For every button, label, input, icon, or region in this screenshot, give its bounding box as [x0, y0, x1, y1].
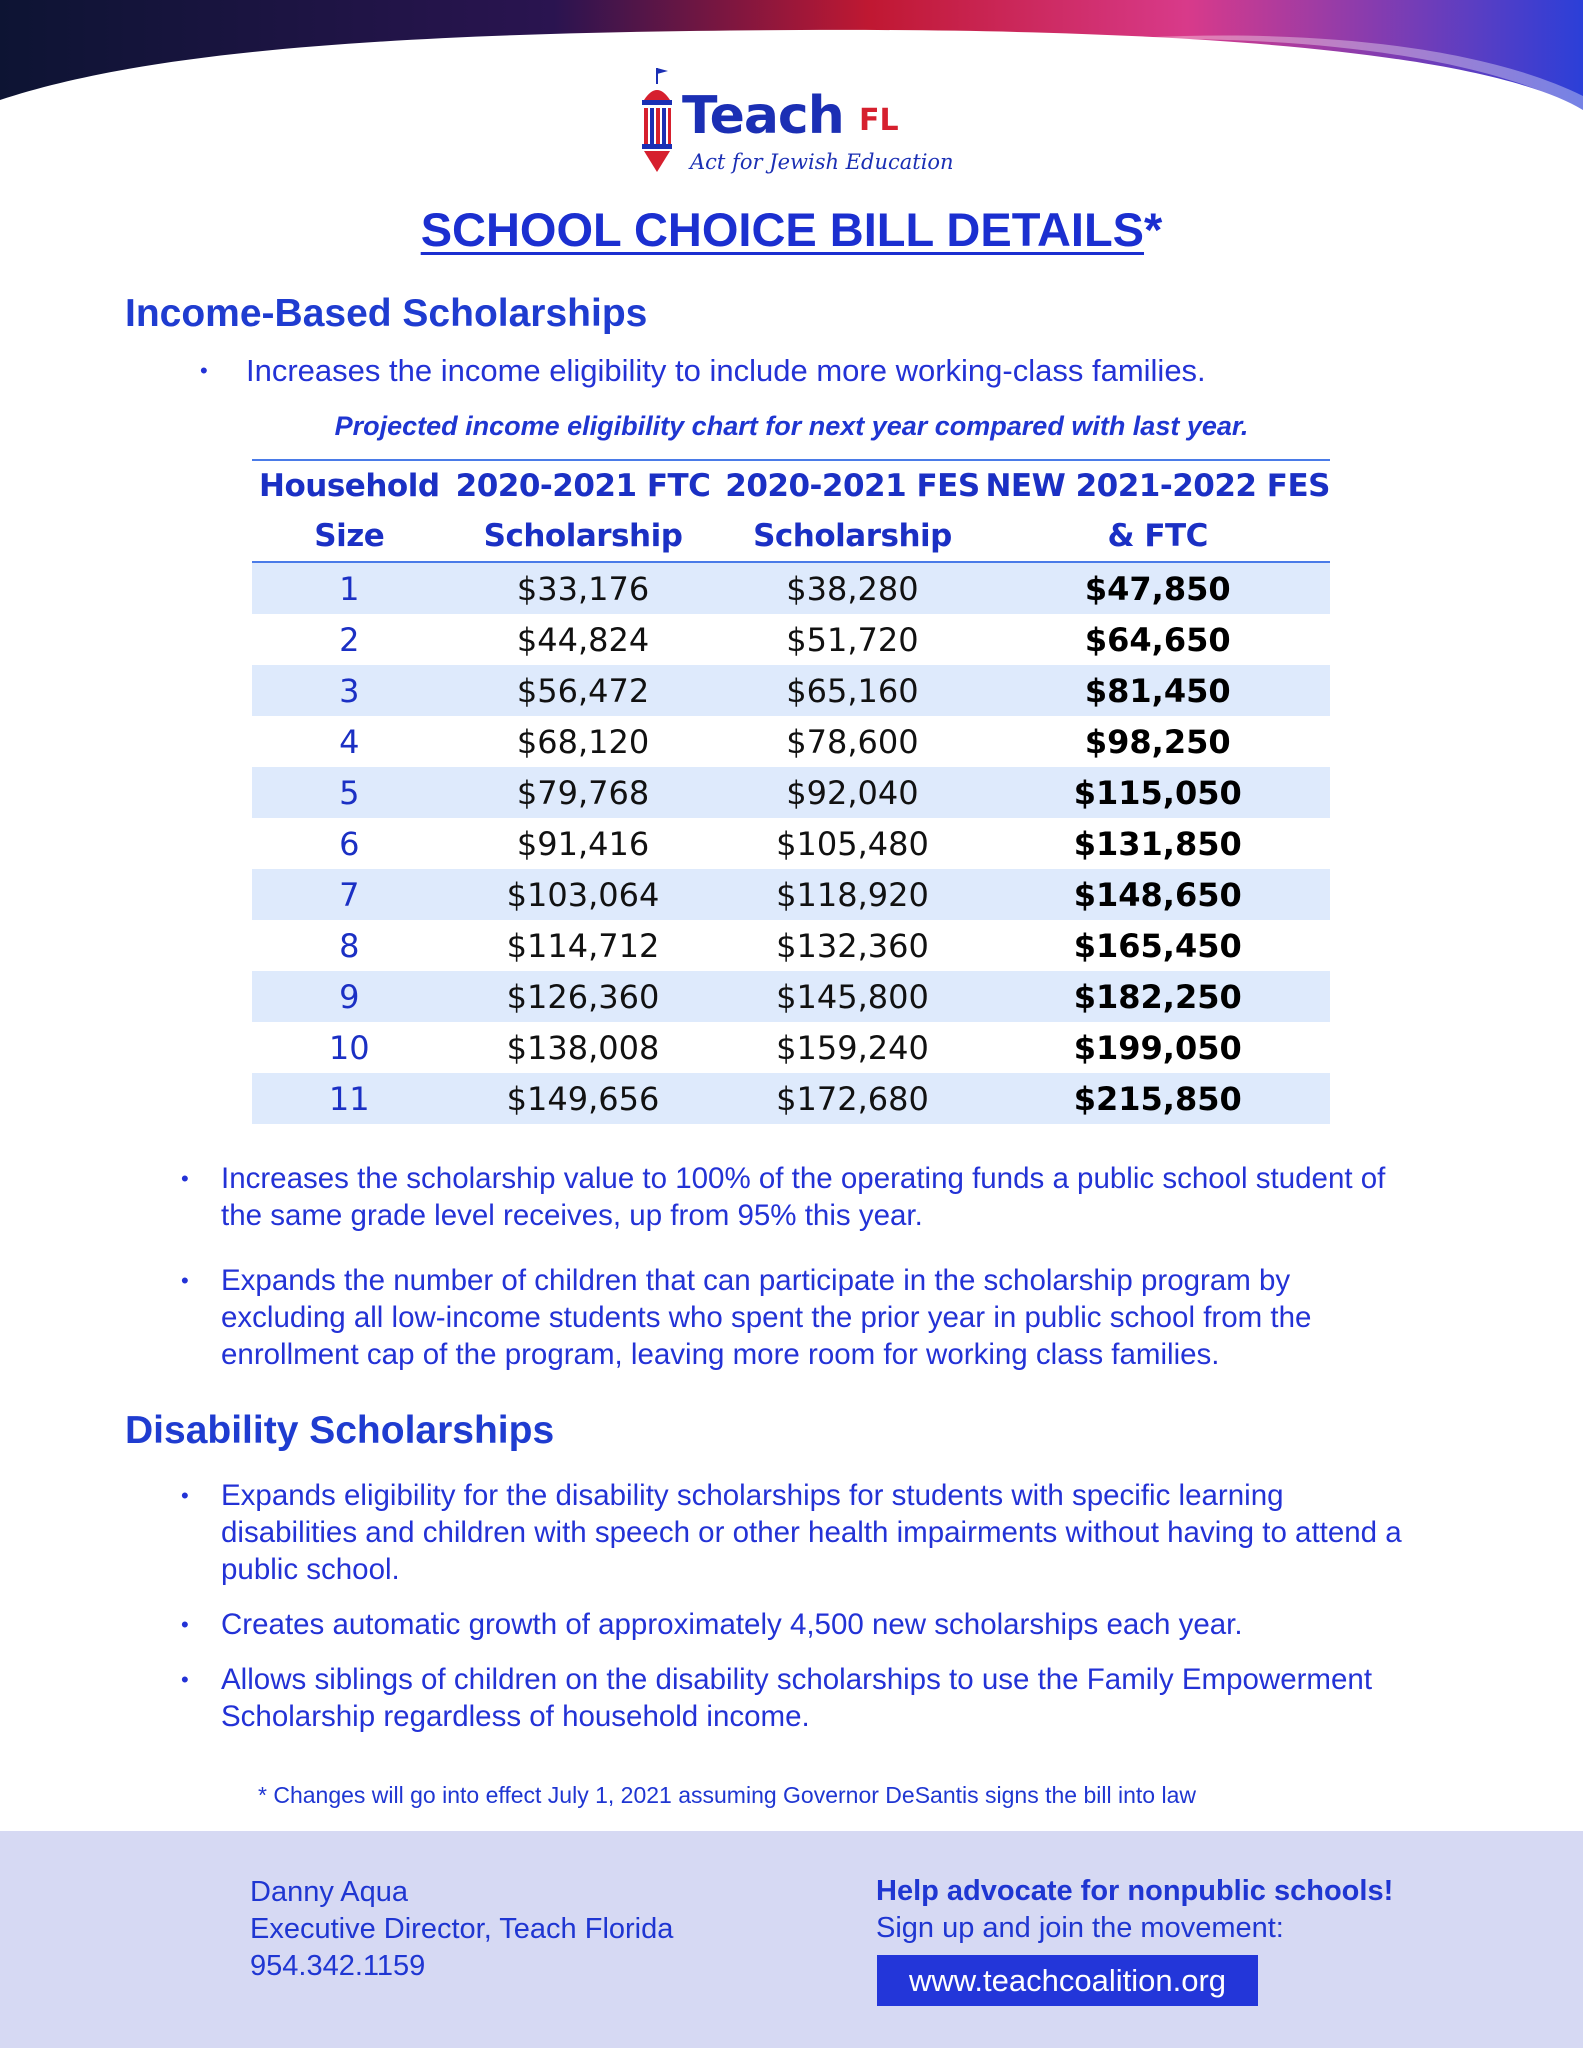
cell-ftc-2020: $56,472	[447, 665, 720, 716]
bullet-automatic-growth	[181, 1606, 1421, 1643]
disability-scholarships-heading: Disability Scholarships	[125, 1409, 555, 1452]
footer	[0, 1831, 1583, 2048]
table-row	[252, 920, 1330, 971]
cell-fes-2020: $118,920	[719, 869, 985, 920]
column-header-line: Scholarship	[483, 518, 683, 554]
bullet-text: Increases the income eligibility to include more working-class families.	[246, 353, 1206, 388]
bullet-dot: •	[181, 1483, 189, 1508]
cell-ftc-2020: $114,712	[506, 926, 660, 965]
cell-fes-2020: $172,680	[719, 1073, 985, 1124]
logo-wordmark-teach: Teach	[682, 86, 844, 146]
cell-fes-2020: $159,240	[776, 1028, 929, 1067]
bullet-scholarship-value	[181, 1160, 1421, 1234]
column-header-line: Scholarship	[753, 518, 952, 554]
cell-new-2021: $131,850	[1073, 824, 1242, 863]
table-row	[252, 614, 1330, 665]
cell-household-size: 11	[252, 1073, 447, 1124]
column-header-ftc-2020	[447, 460, 720, 562]
cell-fes-2020: $145,800	[719, 971, 985, 1022]
cell-ftc-2020: $44,824	[516, 620, 650, 659]
table-row	[252, 665, 1330, 716]
cell-fes-2020: $105,480	[776, 824, 929, 863]
table-header-row	[252, 460, 1330, 562]
column-header-line: 2020-2021 FTC	[455, 468, 711, 504]
cell-ftc-2020: $91,416	[516, 824, 650, 863]
cell-ftc-2020: $68,120	[516, 722, 650, 761]
bullet-dot: •	[181, 1667, 189, 1692]
cell-new-2021: $81,450	[985, 665, 1330, 716]
bullet-text: Allows siblings of children on the disability scholarships to use the Family Empowerment Scholarship regardless of household income.	[221, 1663, 1373, 1733]
cell-ftc-2020: $33,176	[447, 562, 720, 614]
bullet-dot: •	[181, 1612, 189, 1637]
bullet-text: Creates automatic growth of approximately 4,500 new scholarships each year.	[221, 1608, 1243, 1641]
cell-fes-2020: $38,280	[719, 562, 985, 614]
cell-ftc-2020: $149,656	[447, 1073, 720, 1124]
teach-fl-logo	[638, 66, 954, 176]
table-row	[252, 1073, 1330, 1124]
cell-new-2021: $98,250	[1084, 722, 1231, 761]
bullet-dot: •	[181, 1268, 189, 1293]
cell-new-2021: $215,850	[985, 1073, 1330, 1124]
bullet-text: Expands the number of children that can participate in the scholarship program by excluding all low-income students who spent the prior year in public school from the enrollment cap of the program, leaving more room for working class families.	[221, 1264, 1312, 1371]
contact-role: Executive Director, Teach Florida	[250, 1913, 674, 1945]
page-title-asterisk: *	[1144, 203, 1163, 256]
bullet-dot: •	[181, 1166, 189, 1191]
cell-household-size: 2	[339, 620, 360, 659]
cell-household-size: 9	[252, 971, 447, 1022]
cell-fes-2020: $65,160	[719, 665, 985, 716]
column-header-line: 2020-2021 FES	[725, 468, 980, 504]
cell-household-size: 5	[252, 767, 447, 818]
cell-new-2021: $199,050	[1073, 1028, 1242, 1067]
cell-household-size: 7	[252, 869, 447, 920]
contact-name: Danny Aqua	[250, 1876, 409, 1908]
income-scholarships-heading: Income-Based Scholarships	[125, 292, 648, 335]
bullet-income-eligibility	[200, 352, 1206, 389]
cell-fes-2020: $51,720	[786, 620, 919, 659]
column-header-line: & FTC	[1107, 518, 1208, 554]
cell-new-2021: $115,050	[985, 767, 1330, 818]
cell-fes-2020: $132,360	[776, 926, 929, 965]
column-header-household-size	[252, 460, 447, 562]
table-row	[252, 767, 1330, 818]
page-title-text: SCHOOL CHOICE BILL DETAILS	[420, 203, 1145, 256]
column-header-line: NEW 2021-2022 FES	[985, 468, 1330, 504]
column-header-new-2021	[985, 460, 1330, 562]
capitol-pencil-icon	[638, 66, 676, 174]
bullet-expand-participation	[181, 1262, 1421, 1373]
cell-new-2021: $148,650	[985, 869, 1330, 920]
chart-caption: Projected income eligibility chart for next year compared with last year.	[334, 411, 1249, 441]
table-row	[252, 971, 1330, 1022]
page-title	[0, 200, 1583, 260]
cell-new-2021: $47,850	[985, 562, 1330, 614]
table-row	[252, 716, 1330, 767]
cell-household-size: 4	[339, 722, 360, 761]
logo-tagline: Act for Jewish Education	[690, 150, 954, 174]
cell-new-2021: $64,650	[1084, 620, 1231, 659]
cell-household-size: 3	[252, 665, 447, 716]
cell-fes-2020: $92,040	[719, 767, 985, 818]
bullet-dot: •	[200, 358, 208, 383]
bullet-disability-eligibility	[181, 1477, 1421, 1588]
cell-fes-2020: $78,600	[786, 722, 919, 761]
website-link-button[interactable]: www.teachcoalition.org	[877, 1955, 1258, 2006]
income-table-body	[252, 562, 1330, 1124]
column-header-fes-2020	[719, 460, 985, 562]
cell-household-size: 8	[339, 926, 360, 965]
table-row	[252, 562, 1330, 614]
table-row	[252, 818, 1330, 869]
cell-ftc-2020: $103,064	[447, 869, 720, 920]
column-header-line: Household	[259, 468, 440, 504]
income-eligibility-table	[252, 459, 1330, 1124]
cell-household-size: 10	[328, 1028, 370, 1067]
cell-ftc-2020: $126,360	[447, 971, 720, 1022]
footnote: * Changes will go into effect July 1, 2021 assuming Governor DeSantis signs the bill into law	[258, 1782, 1196, 1808]
advocate-heading: Help advocate for nonpublic schools!	[876, 1875, 1394, 1907]
contact-phone: 954.342.1159	[250, 1950, 426, 1982]
column-header-line: Size	[314, 518, 385, 554]
cell-household-size: 6	[339, 824, 360, 863]
cell-household-size: 1	[252, 562, 447, 614]
table-row	[252, 1022, 1330, 1073]
table-row	[252, 869, 1330, 920]
cell-new-2021: $165,450	[1073, 926, 1242, 965]
logo-wordmark-fl: FL	[859, 103, 899, 138]
bullet-siblings	[181, 1661, 1451, 1735]
bullet-text: Expands eligibility for the disability scholarships for students with specific learning disabilities and children with speech or other health impairments without having to attend a public school.	[221, 1479, 1402, 1586]
cell-ftc-2020: $138,008	[506, 1028, 660, 1067]
cell-new-2021: $182,250	[985, 971, 1330, 1022]
advocate-subtext: Sign up and join the movement:	[876, 1912, 1284, 1944]
cell-ftc-2020: $79,768	[447, 767, 720, 818]
bullet-text: Increases the scholarship value to 100% of the operating funds a public school student of the same grade level receives, up from 95% this year.	[221, 1162, 1386, 1232]
